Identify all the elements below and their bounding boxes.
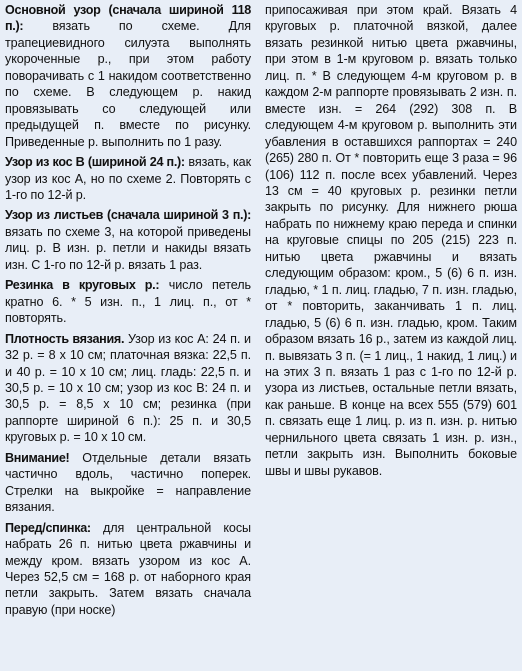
section-heading: Плотность вязания. [5,331,125,346]
section-body: вязать по схеме 3, на которой приведены лиц. р. В изн. р. петли и накиды вязать изн. С 1-го по 12-й р. вязать 1 раз. [5,224,251,272]
section-body: Узор из кос А: 24 п. и 32 р. = 8 х 10 см; платочная вязка: 22,5 п. и 40 р. = 10 х 10 см; лиц. гладь: 22,5 п. и 30,5 р. = 10 х 10 см; узор из кос В: 24 п. и 30,5 р. = 8,5 х 10 см; резинка (при раппорте шириной 6 п.): 25 п. и 30,5 круговых р. = 10 х 10 см. [5,331,251,445]
section-heading: Узор из листьев (сначала шириной 3 п.): [5,208,251,223]
section-body: вязать, как узор из кос А, но по схеме 2. Повторять с 1-го по 12-й р. [5,155,251,202]
leaf-pattern-section [5,207,251,273]
section-heading: Узор из кос В (шириной 24 п.): [5,155,185,170]
attention-section [5,450,251,516]
left-column [5,2,251,618]
continued-text: припосаживая при этом край. Вязать 4 круговых р. платочной вязкой, далее вязать резинкой нитью цвета ржавчины, при этом в 1-м круговом р. вязать только лиц. п. * В следующем 4-м круговом р. в каждом 2-м раппорте провязывать 2 изн. п. вместе изн. = 264 (292) 308 п. В следующем 4-м круговом р. выполнить эти убавления в оставшихся раппортах = 240 (265) 280 п. От * повторить еще 3 раза = 96 (106) 112 п. после всех убавлений. Через 13 см = 40 круговых р. резинки петли закрыть по рисунку. Для нижнего рюша набрать по нижнему краю переда и спинки на круговые спицы по 205 (215) 223 п. нитью цвета ржавчины и вязать следующим образом: кром., 5 (6) 6 п. изн. гладью, * 1 п. лиц. гладью, 7 п. изн. гладью, от * повторить, заканчивать 1 п. лиц. гладью, 5 (6) 6 п. изн. гладью, кром. Таким образом вязать 16 р., затем из каждой лиц. п. вывязать 3 п. (= 1 лиц., 1 накид, 1 лиц.) и на этих 3 п. вязать 1 раз с 1-го по 12-й р. узора из листьев, остальные петли вязать, как раньше. В конце на всех 555 (579) 601 п. связать еще 1 лиц. р. из п. изн. р. нитью чернильного цвета связать 1 изн. р. изн., петли закрыть изн. Выполнить боковые швы и швы рукавов. [265,3,517,478]
section-body: Отдельные детали вязать частично вдоль, частично поперек. Стрелки на выкройке = направление вязания. [5,450,251,515]
section-heading: Перед/спинка: [5,520,91,535]
section-heading: Резинка в круговых р.: [5,278,160,293]
section-body: вязать по схеме. Для трапециевидного силуэта выполнять укороченные р., при этом работу поворачивать с 1 накидом соответственно по схеме. В следующем р. накид провязывать со следующей или предыдущей п. вместе по рисунку. Приведенные р. выполнить по 1 разу. [5,19,251,149]
front-back-section [5,520,251,619]
section-heading: Внимание! [5,450,70,465]
section-body: для центральной косы набрать 26 п. нитью цвета ржавчины и между кром. вязать узором из кос А. Через 52,5 см = 168 р. от наборного края петли закрыть. Затем вязать сначала правую (при носке) [5,520,251,617]
rib-round-section [5,277,251,326]
cable-b-section [5,154,251,203]
gauge-section [5,331,251,446]
section-body: число петель кратно 6. * 5 изн. п., 1 лиц. п., от * повторять. [5,278,251,326]
right-column [265,2,517,479]
main-pattern-section [5,2,251,150]
section-heading: Основной узор (сначала шириной 118 п.): [5,3,251,34]
